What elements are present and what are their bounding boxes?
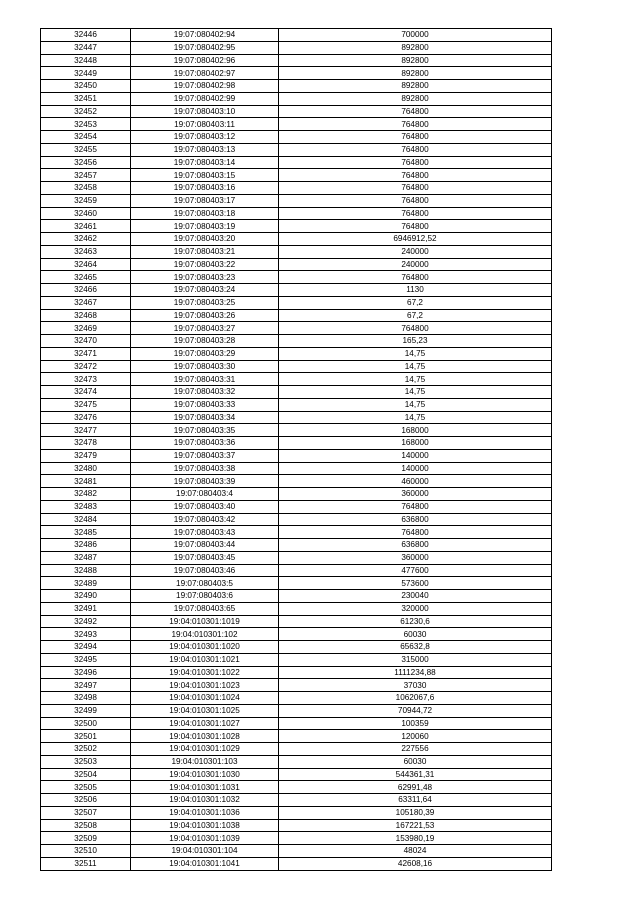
table-row <box>41 539 552 552</box>
row-number-cell: 32481 <box>41 475 131 488</box>
table-row <box>41 794 552 807</box>
cadastral-number-cell: 19:04:010301:103 <box>131 755 279 768</box>
cadastral-number-cell: 19:04:010301:1036 <box>131 806 279 819</box>
value-cell: 360000 <box>279 488 552 501</box>
row-number-cell: 32446 <box>41 29 131 42</box>
table-row <box>41 462 552 475</box>
table-row <box>41 92 552 105</box>
row-number-cell: 32499 <box>41 704 131 717</box>
row-number-cell: 32506 <box>41 794 131 807</box>
cadastral-number-cell: 19:04:010301:1019 <box>131 615 279 628</box>
value-cell: 140000 <box>279 462 552 475</box>
cadastral-number-cell: 19:07:080403:46 <box>131 564 279 577</box>
value-cell: 764800 <box>279 194 552 207</box>
cadastral-number-cell: 19:04:010301:1024 <box>131 692 279 705</box>
cadastral-number-cell: 19:07:080403:22 <box>131 258 279 271</box>
table-row <box>41 207 552 220</box>
data-table <box>40 28 552 871</box>
cadastral-number-cell: 19:07:080403:18 <box>131 207 279 220</box>
value-cell: 544361,31 <box>279 768 552 781</box>
row-number-cell: 32491 <box>41 602 131 615</box>
cadastral-number-cell: 19:07:080402:97 <box>131 67 279 80</box>
cadastral-number-cell: 19:07:080403:32 <box>131 386 279 399</box>
row-number-cell: 32492 <box>41 615 131 628</box>
table-row <box>41 755 552 768</box>
cadastral-number-cell: 19:07:080403:20 <box>131 233 279 246</box>
cadastral-number-cell: 19:07:080403:11 <box>131 118 279 131</box>
value-cell: 764800 <box>279 118 552 131</box>
row-number-cell: 32464 <box>41 258 131 271</box>
value-cell: 764800 <box>279 156 552 169</box>
cadastral-number-cell: 19:07:080403:44 <box>131 539 279 552</box>
table-row <box>41 271 552 284</box>
row-number-cell: 32459 <box>41 194 131 207</box>
cadastral-number-cell: 19:07:080403:12 <box>131 131 279 144</box>
row-number-cell: 32475 <box>41 398 131 411</box>
row-number-cell: 32468 <box>41 309 131 322</box>
row-number-cell: 32466 <box>41 284 131 297</box>
table-row <box>41 373 552 386</box>
cadastral-number-cell: 19:04:010301:1028 <box>131 730 279 743</box>
value-cell: 70944,72 <box>279 704 552 717</box>
value-cell: 573600 <box>279 577 552 590</box>
table-row <box>41 857 552 870</box>
table-row <box>41 704 552 717</box>
row-number-cell: 32474 <box>41 386 131 399</box>
table-row <box>41 679 552 692</box>
table-row <box>41 768 552 781</box>
value-cell: 65632,8 <box>279 641 552 654</box>
row-number-cell: 32511 <box>41 857 131 870</box>
table-row <box>41 832 552 845</box>
value-cell: 120060 <box>279 730 552 743</box>
row-number-cell: 32495 <box>41 653 131 666</box>
table-row <box>41 845 552 858</box>
value-cell: 37030 <box>279 679 552 692</box>
table-row <box>41 398 552 411</box>
row-number-cell: 32476 <box>41 411 131 424</box>
value-cell: 63311,64 <box>279 794 552 807</box>
value-cell: 764800 <box>279 526 552 539</box>
value-cell: 460000 <box>279 475 552 488</box>
cadastral-number-cell: 19:07:080403:15 <box>131 169 279 182</box>
cadastral-number-cell: 19:04:010301:1030 <box>131 768 279 781</box>
row-number-cell: 32504 <box>41 768 131 781</box>
value-cell: 636800 <box>279 513 552 526</box>
table-row <box>41 143 552 156</box>
row-number-cell: 32483 <box>41 500 131 513</box>
cadastral-number-cell: 19:07:080403:36 <box>131 437 279 450</box>
value-cell: 42608,16 <box>279 857 552 870</box>
row-number-cell: 32497 <box>41 679 131 692</box>
value-cell: 320000 <box>279 602 552 615</box>
cadastral-number-cell: 19:07:080403:13 <box>131 143 279 156</box>
value-cell: 764800 <box>279 105 552 118</box>
cadastral-number-cell: 19:07:080403:39 <box>131 475 279 488</box>
row-number-cell: 32470 <box>41 335 131 348</box>
value-cell: 764800 <box>279 169 552 182</box>
table-row <box>41 819 552 832</box>
value-cell: 6946912,52 <box>279 233 552 246</box>
table-row <box>41 29 552 42</box>
row-number-cell: 32465 <box>41 271 131 284</box>
value-cell: 764800 <box>279 322 552 335</box>
cadastral-number-cell: 19:07:080403:14 <box>131 156 279 169</box>
table-row <box>41 169 552 182</box>
value-cell: 764800 <box>279 500 552 513</box>
cadastral-number-cell: 19:04:010301:102 <box>131 628 279 641</box>
table-row <box>41 806 552 819</box>
value-cell: 240000 <box>279 258 552 271</box>
cadastral-number-cell: 19:07:080403:43 <box>131 526 279 539</box>
value-cell: 230040 <box>279 590 552 603</box>
value-cell: 892800 <box>279 67 552 80</box>
table-row <box>41 360 552 373</box>
row-number-cell: 32498 <box>41 692 131 705</box>
table-row <box>41 692 552 705</box>
table-row <box>41 156 552 169</box>
value-cell: 14,75 <box>279 373 552 386</box>
table-row <box>41 743 552 756</box>
value-cell: 477600 <box>279 564 552 577</box>
table-row <box>41 386 552 399</box>
row-number-cell: 32461 <box>41 220 131 233</box>
value-cell: 14,75 <box>279 347 552 360</box>
table-row <box>41 449 552 462</box>
value-cell: 105180,39 <box>279 806 552 819</box>
value-cell: 14,75 <box>279 386 552 399</box>
cadastral-number-cell: 19:04:010301:1025 <box>131 704 279 717</box>
table-row <box>41 347 552 360</box>
value-cell: 764800 <box>279 143 552 156</box>
cadastral-number-cell: 19:04:010301:1038 <box>131 819 279 832</box>
value-cell: 892800 <box>279 41 552 54</box>
value-cell: 61230,6 <box>279 615 552 628</box>
cadastral-number-cell: 19:07:080402:95 <box>131 41 279 54</box>
value-cell: 700000 <box>279 29 552 42</box>
cadastral-number-cell: 19:04:010301:1039 <box>131 832 279 845</box>
table-row <box>41 641 552 654</box>
row-number-cell: 32493 <box>41 628 131 641</box>
cadastral-number-cell: 19:07:080402:98 <box>131 80 279 93</box>
cadastral-number-cell: 19:07:080403:42 <box>131 513 279 526</box>
table-row <box>41 182 552 195</box>
cadastral-number-cell: 19:07:080403:4 <box>131 488 279 501</box>
value-cell: 892800 <box>279 92 552 105</box>
cadastral-number-cell: 19:04:010301:1021 <box>131 653 279 666</box>
cadastral-number-cell: 19:04:010301:1032 <box>131 794 279 807</box>
row-number-cell: 32510 <box>41 845 131 858</box>
row-number-cell: 32480 <box>41 462 131 475</box>
row-number-cell: 32456 <box>41 156 131 169</box>
table-row <box>41 781 552 794</box>
table-row <box>41 513 552 526</box>
table-row <box>41 577 552 590</box>
row-number-cell: 32502 <box>41 743 131 756</box>
table-row <box>41 615 552 628</box>
table-row <box>41 628 552 641</box>
value-cell: 60030 <box>279 755 552 768</box>
row-number-cell: 32479 <box>41 449 131 462</box>
table-row <box>41 220 552 233</box>
row-number-cell: 32494 <box>41 641 131 654</box>
table-row <box>41 118 552 131</box>
table-body <box>41 29 552 871</box>
row-number-cell: 32462 <box>41 233 131 246</box>
table-row <box>41 296 552 309</box>
table-row <box>41 245 552 258</box>
row-number-cell: 32488 <box>41 564 131 577</box>
cadastral-number-cell: 19:07:080403:33 <box>131 398 279 411</box>
cadastral-number-cell: 19:04:010301:1020 <box>131 641 279 654</box>
cadastral-number-cell: 19:07:080403:38 <box>131 462 279 475</box>
table-row <box>41 526 552 539</box>
cadastral-number-cell: 19:07:080403:28 <box>131 335 279 348</box>
value-cell: 764800 <box>279 271 552 284</box>
cadastral-number-cell: 19:04:010301:1022 <box>131 666 279 679</box>
cadastral-number-cell: 19:07:080403:27 <box>131 322 279 335</box>
value-cell: 62991,48 <box>279 781 552 794</box>
table-row <box>41 54 552 67</box>
value-cell: 892800 <box>279 54 552 67</box>
cadastral-number-cell: 19:04:010301:1031 <box>131 781 279 794</box>
cadastral-number-cell: 19:07:080403:24 <box>131 284 279 297</box>
value-cell: 67,2 <box>279 296 552 309</box>
value-cell: 165,23 <box>279 335 552 348</box>
value-cell: 240000 <box>279 245 552 258</box>
table-row <box>41 131 552 144</box>
row-number-cell: 32503 <box>41 755 131 768</box>
table-row <box>41 730 552 743</box>
row-number-cell: 32458 <box>41 182 131 195</box>
table-row <box>41 309 552 322</box>
value-cell: 60030 <box>279 628 552 641</box>
row-number-cell: 32472 <box>41 360 131 373</box>
table-row <box>41 41 552 54</box>
value-cell: 360000 <box>279 551 552 564</box>
value-cell: 227556 <box>279 743 552 756</box>
value-cell: 153980,19 <box>279 832 552 845</box>
cadastral-number-cell: 19:07:080403:40 <box>131 500 279 513</box>
row-number-cell: 32509 <box>41 832 131 845</box>
row-number-cell: 32455 <box>41 143 131 156</box>
value-cell: 167221,53 <box>279 819 552 832</box>
value-cell: 14,75 <box>279 411 552 424</box>
cadastral-number-cell: 19:04:010301:1041 <box>131 857 279 870</box>
value-cell: 764800 <box>279 207 552 220</box>
cadastral-number-cell: 19:07:080403:26 <box>131 309 279 322</box>
row-number-cell: 32473 <box>41 373 131 386</box>
cadastral-number-cell: 19:07:080402:94 <box>131 29 279 42</box>
value-cell: 1062067,6 <box>279 692 552 705</box>
row-number-cell: 32451 <box>41 92 131 105</box>
row-number-cell: 32505 <box>41 781 131 794</box>
table-row <box>41 258 552 271</box>
row-number-cell: 32469 <box>41 322 131 335</box>
row-number-cell: 32471 <box>41 347 131 360</box>
row-number-cell: 32485 <box>41 526 131 539</box>
cadastral-number-cell: 19:04:010301:1027 <box>131 717 279 730</box>
table-row <box>41 105 552 118</box>
row-number-cell: 32457 <box>41 169 131 182</box>
table-row <box>41 717 552 730</box>
row-number-cell: 32447 <box>41 41 131 54</box>
cadastral-number-cell: 19:07:080402:99 <box>131 92 279 105</box>
cadastral-number-cell: 19:07:080403:37 <box>131 449 279 462</box>
value-cell: 168000 <box>279 424 552 437</box>
value-cell: 140000 <box>279 449 552 462</box>
row-number-cell: 32450 <box>41 80 131 93</box>
table-row <box>41 475 552 488</box>
cadastral-number-cell: 19:07:080403:21 <box>131 245 279 258</box>
cadastral-number-cell: 19:07:080403:10 <box>131 105 279 118</box>
cadastral-number-cell: 19:07:080403:29 <box>131 347 279 360</box>
cadastral-number-cell: 19:07:080403:6 <box>131 590 279 603</box>
row-number-cell: 32454 <box>41 131 131 144</box>
value-cell: 1130 <box>279 284 552 297</box>
row-number-cell: 32477 <box>41 424 131 437</box>
table-row <box>41 564 552 577</box>
table-row <box>41 335 552 348</box>
table-row <box>41 233 552 246</box>
row-number-cell: 32448 <box>41 54 131 67</box>
table-row <box>41 653 552 666</box>
row-number-cell: 32467 <box>41 296 131 309</box>
table-row <box>41 666 552 679</box>
cadastral-number-cell: 19:07:080403:45 <box>131 551 279 564</box>
row-number-cell: 32482 <box>41 488 131 501</box>
table-row <box>41 411 552 424</box>
cadastral-number-cell: 19:07:080403:30 <box>131 360 279 373</box>
row-number-cell: 32463 <box>41 245 131 258</box>
value-cell: 764800 <box>279 182 552 195</box>
value-cell: 892800 <box>279 80 552 93</box>
cadastral-number-cell: 19:07:080402:96 <box>131 54 279 67</box>
cadastral-number-cell: 19:07:080403:16 <box>131 182 279 195</box>
table-row <box>41 488 552 501</box>
table-row <box>41 437 552 450</box>
value-cell: 1111234,88 <box>279 666 552 679</box>
table-row <box>41 284 552 297</box>
value-cell: 636800 <box>279 539 552 552</box>
row-number-cell: 32489 <box>41 577 131 590</box>
row-number-cell: 32496 <box>41 666 131 679</box>
cadastral-number-cell: 19:07:080403:5 <box>131 577 279 590</box>
value-cell: 14,75 <box>279 398 552 411</box>
row-number-cell: 32501 <box>41 730 131 743</box>
value-cell: 764800 <box>279 131 552 144</box>
row-number-cell: 32484 <box>41 513 131 526</box>
row-number-cell: 32508 <box>41 819 131 832</box>
row-number-cell: 32486 <box>41 539 131 552</box>
value-cell: 14,75 <box>279 360 552 373</box>
value-cell: 764800 <box>279 220 552 233</box>
value-cell: 67,2 <box>279 309 552 322</box>
table-row <box>41 551 552 564</box>
value-cell: 168000 <box>279 437 552 450</box>
row-number-cell: 32478 <box>41 437 131 450</box>
row-number-cell: 32487 <box>41 551 131 564</box>
cadastral-number-cell: 19:07:080403:17 <box>131 194 279 207</box>
cadastral-number-cell: 19:07:080403:65 <box>131 602 279 615</box>
table-row <box>41 67 552 80</box>
cadastral-number-cell: 19:04:010301:1029 <box>131 743 279 756</box>
table-row <box>41 590 552 603</box>
cadastral-number-cell: 19:04:010301:1023 <box>131 679 279 692</box>
row-number-cell: 32449 <box>41 67 131 80</box>
value-cell: 100359 <box>279 717 552 730</box>
row-number-cell: 32490 <box>41 590 131 603</box>
cadastral-number-cell: 19:07:080403:31 <box>131 373 279 386</box>
table-row <box>41 322 552 335</box>
row-number-cell: 32452 <box>41 105 131 118</box>
value-cell: 48024 <box>279 845 552 858</box>
table-row <box>41 602 552 615</box>
table-row <box>41 424 552 437</box>
row-number-cell: 32500 <box>41 717 131 730</box>
cadastral-number-cell: 19:07:080403:23 <box>131 271 279 284</box>
cadastral-number-cell: 19:07:080403:25 <box>131 296 279 309</box>
row-number-cell: 32453 <box>41 118 131 131</box>
table-row <box>41 194 552 207</box>
table-row <box>41 500 552 513</box>
cadastral-number-cell: 19:07:080403:35 <box>131 424 279 437</box>
cadastral-number-cell: 19:07:080403:34 <box>131 411 279 424</box>
row-number-cell: 32460 <box>41 207 131 220</box>
value-cell: 315000 <box>279 653 552 666</box>
row-number-cell: 32507 <box>41 806 131 819</box>
cadastral-number-cell: 19:07:080403:19 <box>131 220 279 233</box>
cadastral-number-cell: 19:04:010301:104 <box>131 845 279 858</box>
table-row <box>41 80 552 93</box>
